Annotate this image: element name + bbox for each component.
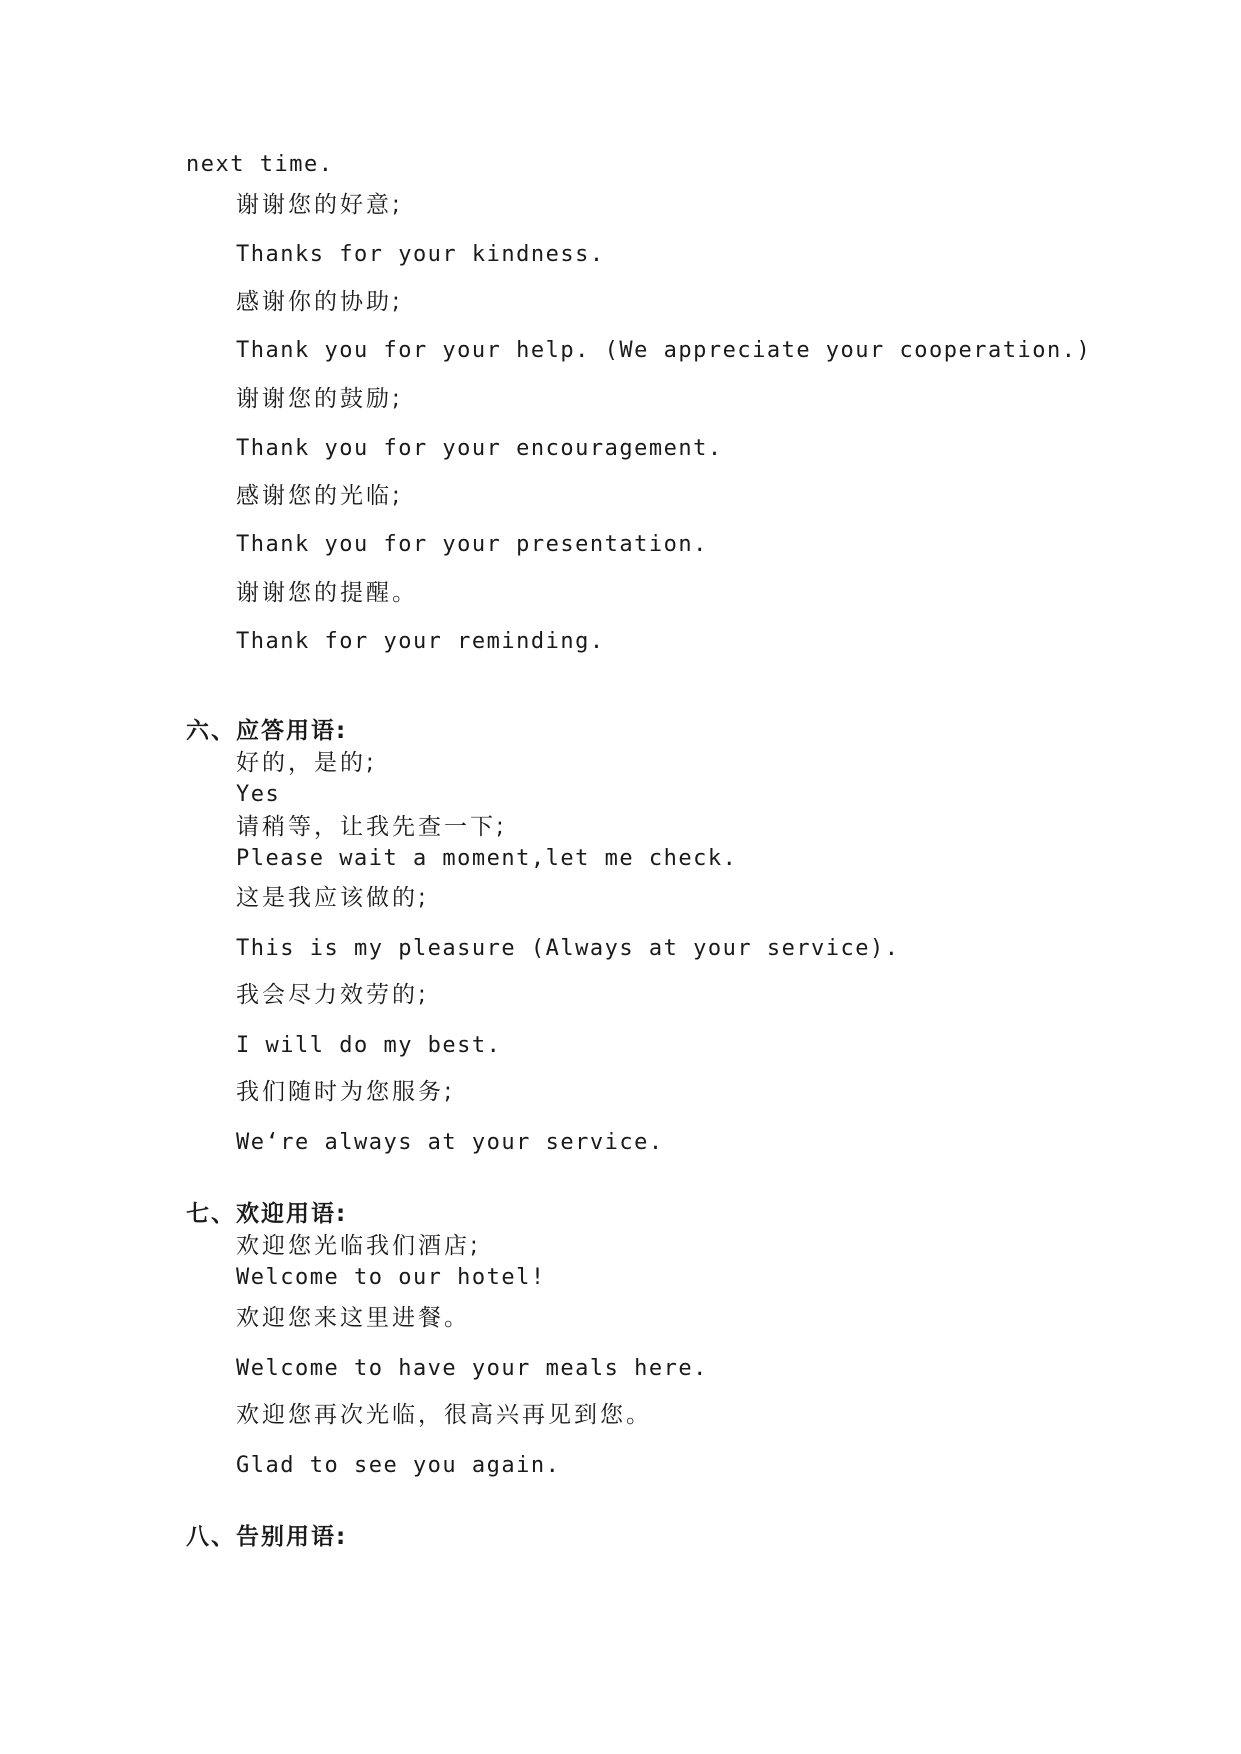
section-7-heading: 七、欢迎用语: — [186, 1201, 348, 1227]
section-6-en-1: Yes — [236, 782, 281, 807]
section-6-cn-5: 我们随时为您服务; — [236, 1079, 455, 1105]
section-6-en-3: This is my pleasure (Always at your service). — [236, 936, 900, 961]
thanks-cn-1: 谢谢您的好意; — [236, 192, 403, 218]
section-6-cn-1: 好的，是的; — [236, 750, 377, 776]
section-8-heading: 八、告别用语: — [186, 1524, 348, 1550]
thanks-cn-4: 感谢您的光临; — [236, 483, 403, 509]
thanks-en-2: Thank you for your help. (We appreciate your cooperation.) — [236, 338, 1092, 363]
thanks-en-4: Thank you for your presentation. — [236, 532, 708, 557]
section-7-en-2: Welcome to have your meals here. — [236, 1356, 708, 1381]
section-7-en-1: Welcome to our hotel! — [236, 1265, 546, 1290]
section-7-cn-3: 欢迎您再次光临，很高兴再见到您。 — [236, 1402, 652, 1428]
section-6-cn-4: 我会尽力效劳的; — [236, 982, 429, 1008]
section-6-heading: 六、应答用语: — [186, 718, 348, 744]
section-6-cn-3: 这是我应该做的; — [236, 885, 429, 911]
thanks-cn-2: 感谢你的协助; — [236, 289, 403, 315]
thanks-en-5: Thank for your reminding. — [236, 629, 605, 654]
section-6-en-4: I will do my best. — [236, 1033, 502, 1058]
section-7-cn-2: 欢迎您来这里进餐。 — [236, 1305, 470, 1331]
thanks-cn-5: 谢谢您的提醒。 — [236, 580, 418, 606]
continuation-text: next time. — [186, 152, 334, 177]
section-7-cn-1: 欢迎您光临我们酒店; — [236, 1233, 481, 1259]
thanks-en-3: Thank you for your encouragement. — [236, 436, 723, 461]
section-7-en-3: Glad to see you again. — [236, 1453, 561, 1478]
thanks-cn-3: 谢谢您的鼓励; — [236, 386, 403, 412]
section-6-cn-2: 请稍等，让我先查一下; — [236, 814, 507, 840]
thanks-en-1: Thanks for your kindness. — [236, 242, 605, 267]
section-6-en-2: Please wait a moment,let me check. — [236, 846, 738, 871]
section-6-en-5: We‘re always at your service. — [236, 1130, 664, 1155]
